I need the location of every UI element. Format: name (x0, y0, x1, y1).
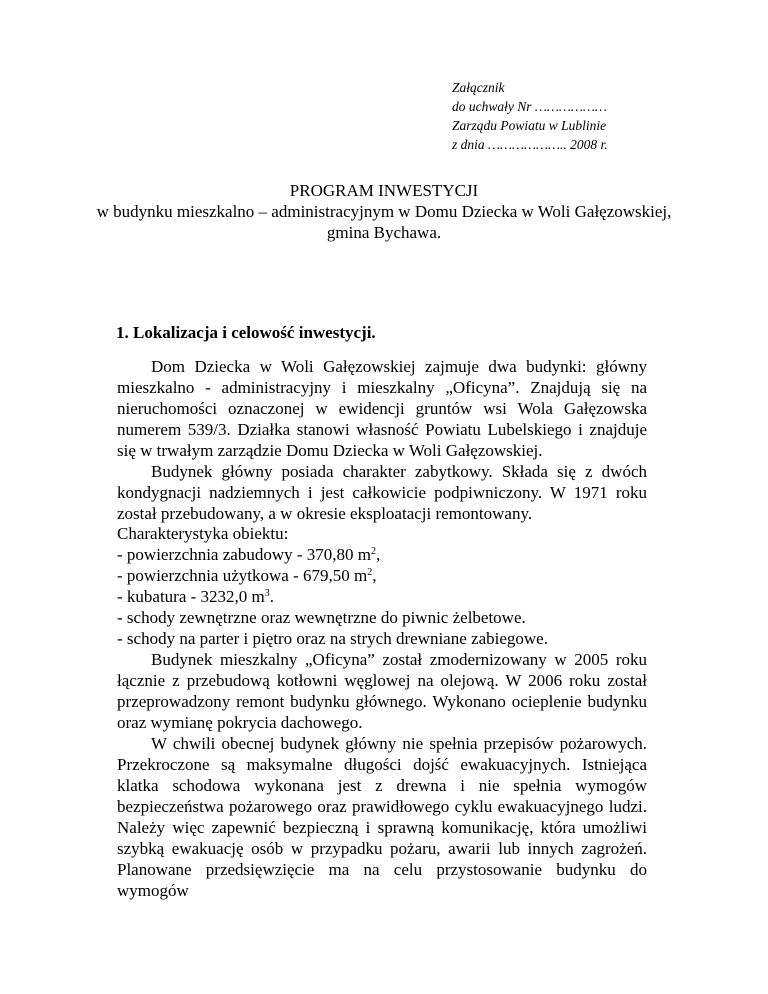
attachment-note (452, 78, 608, 154)
section-heading: 1. Lokalizacja i celowość inwestycji. (116, 323, 376, 342)
punctuation: , (375, 545, 381, 564)
area-usable: - powierzchnia użytkowa - 679,50 m (117, 566, 368, 585)
title-sub: w budynku mieszkalno – administracyjnym w Domu Dziecka w Woli Gałęzowskiej, gmina Bychawa. (96, 202, 672, 242)
paragraph: Dom Dziecka w Woli Gałęzowskiej zajmuje dwa budynki: główny mieszkalno - administracyjny i mieszkalny „Oficyna”. Znajdują się na nieruchomości oznaczonej w ewidencji gruntów wsi Wola Gałęzowska numerem 539/3. Działka stanowi własność Powiatu Lubelskiego i znajduje się w trwałym zarządzie Domu Dziecka w Woli Gałęzowskiej. (117, 357, 647, 460)
paragraph: W chwili obecnej budynek główny nie spełnia przepisów pożarowych. Przekroczone są maksymalne długości dojść ewakuacyjnych. Istniejąca klatka schodowa wykonana jest z drewna i nie spełnia wymogów bezpieczeństwa pożarowego oraz prawidłowego cyklu ewakuacyjnego ludzi. Należy więc zapewnić bezpieczną i sprawną komunikację, która umożliwi szybką ewakuację osób w przypadku pożaru, awarii lub innych zagrożeń. Planowane przedsięwzięcie ma na celu przystosowanie budynku do wymogów (117, 734, 647, 900)
list-item: - schody zewnętrzne oraz wewnętrzne do piwnic żelbetowe. (117, 608, 526, 627)
section-body-1 (117, 356, 647, 524)
attachment-line: do uchwały Nr ……………… (452, 99, 607, 114)
characteristics-block (117, 523, 647, 733)
list-item: - schody na parter i piętro oraz na strych drewniane zabiegowe. (117, 629, 548, 648)
punctuation: . (269, 587, 275, 606)
list-item (117, 586, 647, 607)
paragraph: Budynek mieszkalny „Oficyna” został zmodernizowany w 2005 roku łącznie z przebudową kotłowni węglowej na olejową. W 2006 roku został przeprowadzony remont budynku głównego. Wykonano ocieplenie budynku oraz wymianę pokrycia dachowego. (117, 650, 647, 732)
superscript: 2 (370, 546, 376, 557)
attachment-line: z dnia ……………….. 2008 r. (452, 137, 608, 152)
characteristics-label: Charakterystyka obiektu: (117, 524, 289, 543)
superscript: 2 (367, 567, 373, 578)
attachment-line: Zarządu Powiatu w Lublinie (452, 118, 607, 133)
area-built: - powierzchnia zabudowy - 370,80 m (117, 545, 371, 564)
list-item (117, 565, 647, 586)
punctuation: , (372, 566, 377, 585)
list-item (117, 544, 647, 565)
volume: - kubatura - 3232,0 m (117, 587, 265, 606)
attachment-line: Załącznik (452, 80, 505, 95)
document-title (96, 180, 672, 243)
section-body-3 (117, 733, 647, 901)
paragraph: Budynek główny posiada charakter zabytkowy. Składa się z dwóch kondygnacji nadziemnych i jest całkowicie podpiwniczony. W 1971 roku został przebudowany, a w okresie eksploatacji remontowany. (117, 462, 647, 523)
superscript: 3 (264, 588, 270, 599)
title-main: PROGRAM INWESTYCJI (289, 181, 479, 200)
